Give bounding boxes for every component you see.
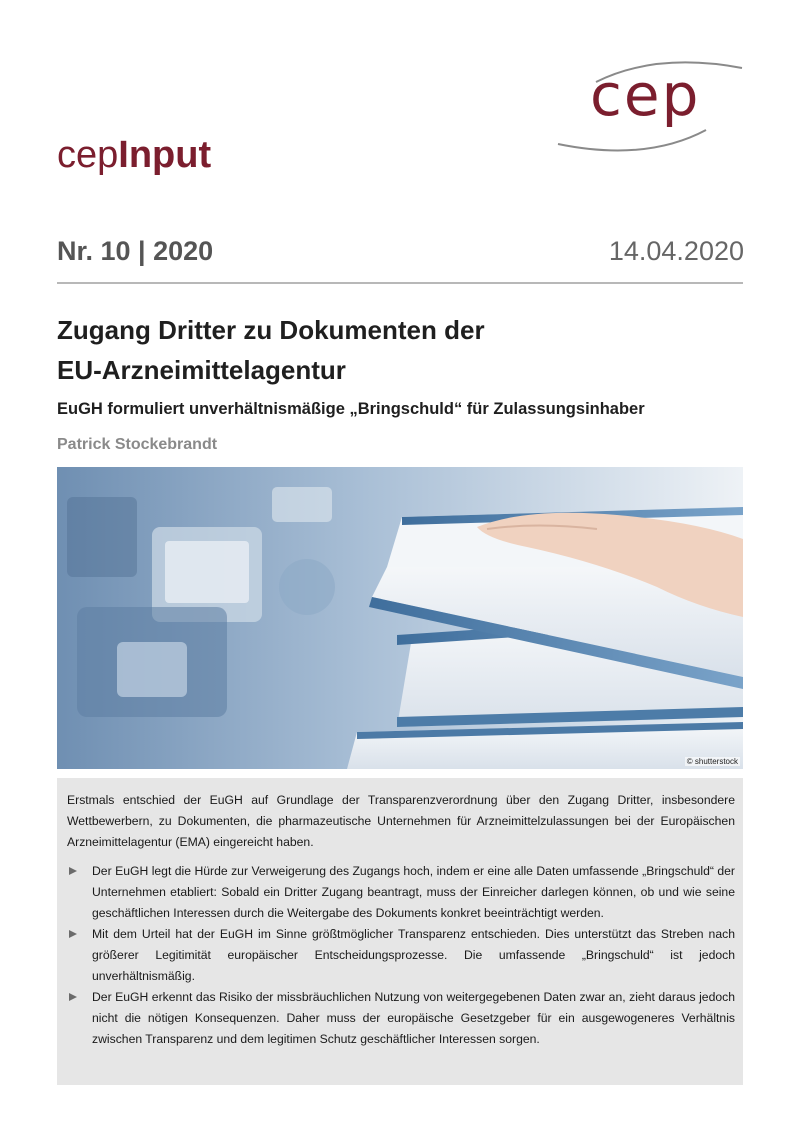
title-line-1: Zugang Dritter zu Dokumenten der <box>57 315 485 345</box>
cep-logo <box>556 58 746 158</box>
article-author: Patrick Stockebrandt <box>57 436 218 453</box>
summary-bullet <box>67 861 735 924</box>
publication-date: 14.04.2020 <box>608 236 744 266</box>
article-title <box>57 310 743 390</box>
summary-bullet <box>67 987 735 1050</box>
summary-intro: Erstmals entschied der EuGH auf Grundlage der Transparenzverordnung über den Zugang Dritter, insbesondere Wettbewerbern, zu Dokumenten, die pharmazeutische Unternehmen für Arzneimittelzulassungen bei der Europäischen Arzneimittelagentur (EMA) eingereicht haben. <box>67 793 735 849</box>
article-subtitle: EuGH formuliert unverhältnismäßige „Bringschuld“ für Zulassungsinhaber <box>57 400 645 418</box>
summary-bullets <box>67 861 735 1050</box>
bullet-text: Mit dem Urteil hat der EuGH im Sinne größtmöglicher Transparenz entschieden. Dies unterstützt das Streben nach größerer Legitimität europäischer Entscheidungsprozesse. Die umfassende „Bringschuld“ ist jedoch unverhältnismäßig. <box>92 927 735 983</box>
bullet-arrow-icon <box>69 930 77 938</box>
cover-photo <box>57 467 743 769</box>
books-illustration <box>57 467 743 769</box>
photo-credit: © shutterstock <box>686 757 738 766</box>
summary-box <box>57 778 743 1085</box>
series-suffix: Input <box>118 134 212 176</box>
issue-number: Nr. 10 | 2020 <box>57 236 214 266</box>
bullet-arrow-icon <box>69 993 77 1001</box>
title-line-2: EU-Arzneimittelagentur <box>57 355 346 385</box>
logo-text: cep <box>590 61 701 129</box>
series-prefix: cep <box>57 134 119 176</box>
header-divider <box>57 282 743 284</box>
summary-bullet <box>67 924 735 987</box>
bullet-text: Der EuGH erkennt das Risiko der missbräuchlichen Nutzung von weitergegebenen Daten zwar an, zieht daraus jedoch nicht die nötigen Konsequenzen. Daher muss der europäische Gesetzgeber für ein ausgewogeneres Verhältnis zwischen Transparenz und dem legitimen Schutz geschäftlicher Interessen sorgen. <box>92 990 735 1046</box>
bullet-text: Der EuGH legt die Hürde zur Verweigerung des Zugangs hoch, indem er eine alle Daten umfassende „Bringschuld“ der Unternehmen etabliert: Sobald ein Dritter Zugang beantragt, muss der Einreicher darlegen können, ob und wie seine geschäftlichen Interessen durch die Weitergabe des Dokuments konkret beeinträchtigt werden. <box>92 864 735 920</box>
bullet-arrow-icon <box>69 867 77 875</box>
series-name <box>57 136 211 174</box>
